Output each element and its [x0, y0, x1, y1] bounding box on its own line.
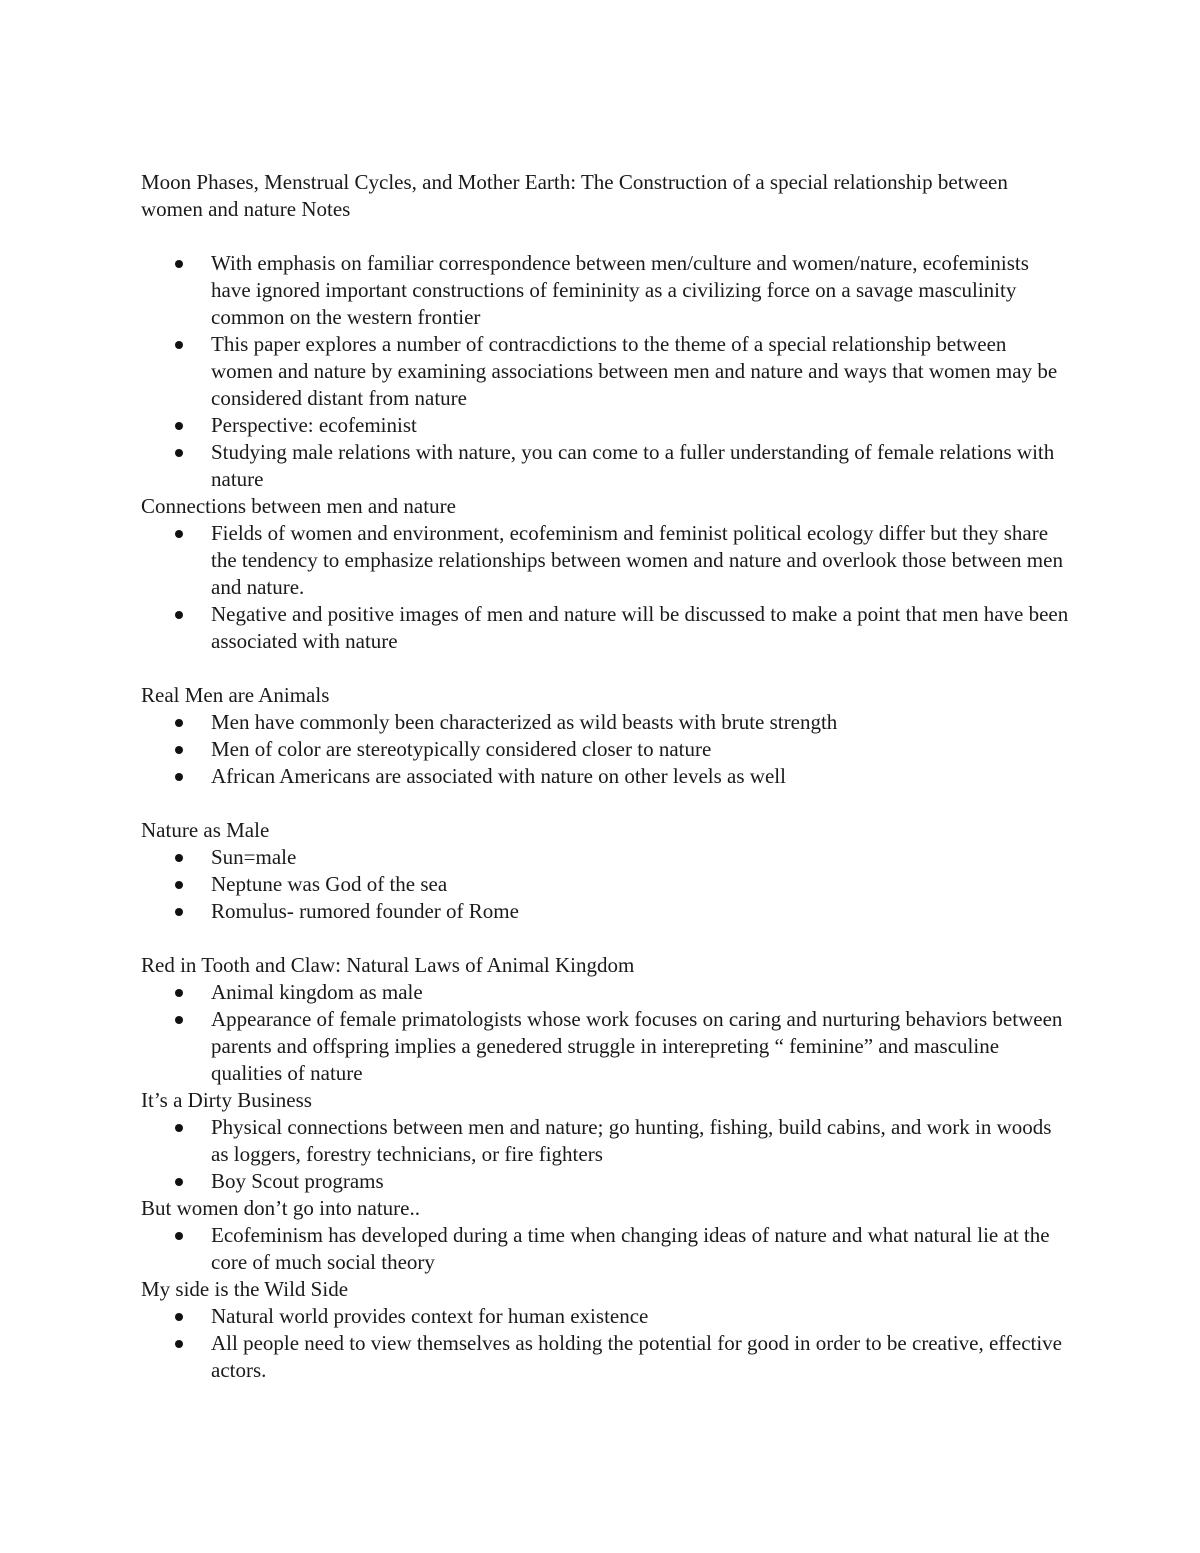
section-heading: Nature as Male	[141, 818, 270, 842]
bullet-list-intro	[141, 250, 1071, 493]
bullet-icon	[175, 260, 183, 268]
bullet-icon	[175, 422, 183, 430]
list-item: With emphasis on familiar correspondence between men/culture and women/nature, ecofeminists have ignored important constructions of femininity as a civilizing force on a savage masculinity common on the western frontier	[141, 250, 1071, 331]
section-heading: But women don’t go into nature..	[141, 1196, 420, 1220]
list-item: Romulus- rumored founder of Rome	[141, 898, 1071, 925]
bullet-icon	[175, 1232, 183, 1240]
bullet-list	[141, 844, 1071, 925]
list-item: All people need to view themselves as holding the potential for good in order to be creative, effective actors.	[141, 1330, 1071, 1384]
list-item: Negative and positive images of men and nature will be discussed to make a point that men have been associated with nature	[141, 601, 1071, 655]
bullet-list	[141, 1114, 1071, 1195]
bullet-icon	[175, 881, 183, 889]
section-heading: Real Men are Animals	[141, 683, 330, 707]
section-heading: Red in Tooth and Claw: Natural Laws of Animal Kingdom	[141, 953, 635, 977]
list-item: African Americans are associated with nature on other levels as well	[141, 763, 1071, 790]
bullet-icon	[175, 719, 183, 727]
list-item: Ecofeminism has developed during a time when changing ideas of nature and what natural lie at the core of much social theory	[141, 1222, 1071, 1276]
bullet-icon	[175, 1313, 183, 1321]
list-item: Boy Scout programs	[141, 1168, 1071, 1195]
bullet-icon	[175, 611, 183, 619]
list-item: Fields of women and environment, ecofeminism and feminist political ecology differ but they share the tendency to emphasize relationships between women and nature and overlook those between men and nature.	[141, 520, 1071, 601]
list-item: Perspective: ecofeminist	[141, 412, 1071, 439]
bullet-icon	[175, 1340, 183, 1348]
bullet-icon	[175, 746, 183, 754]
spacer	[141, 655, 1071, 682]
bullet-list	[141, 979, 1071, 1087]
bullet-icon	[175, 773, 183, 781]
list-item: Appearance of female primatologists whose work focuses on caring and nurturing behaviors between parents and offspring implies a genedered struggle in interepreting “ feminine” and masculine qualities of nature	[141, 1006, 1071, 1087]
section-heading: My side is the Wild Side	[141, 1277, 349, 1301]
list-item: This paper explores a number of contracdictions to the theme of a special relationship between women and nature by examining associations between men and nature and ways that women may be considered distant from nature	[141, 331, 1071, 412]
bullet-list	[141, 1222, 1071, 1276]
list-item: Natural world provides context for human existence	[141, 1303, 1071, 1330]
spacer	[141, 223, 1071, 250]
bullet-list	[141, 1303, 1071, 1384]
list-item: Men of color are stereotypically considered closer to nature	[141, 736, 1071, 763]
bullet-icon	[175, 908, 183, 916]
document-title: Moon Phases, Menstrual Cycles, and Mother Earth: The Construction of a special relationship between women and nature Notes	[141, 170, 1008, 221]
list-item: Men have commonly been characterized as wild beasts with brute strength	[141, 709, 1071, 736]
document-body	[141, 169, 1071, 1384]
bullet-list	[141, 709, 1071, 790]
spacer	[141, 925, 1071, 952]
bullet-icon	[175, 989, 183, 997]
bullet-icon	[175, 854, 183, 862]
bullet-list	[141, 520, 1071, 655]
list-item: Animal kingdom as male	[141, 979, 1071, 1006]
list-item: Physical connections between men and nature; go hunting, fishing, build cabins, and work in woods as loggers, forestry technicians, or fire fighters	[141, 1114, 1071, 1168]
section-heading: Connections between men and nature	[141, 494, 456, 518]
bullet-icon	[175, 530, 183, 538]
spacer	[141, 790, 1071, 817]
list-item: Neptune was God of the sea	[141, 871, 1071, 898]
bullet-icon	[175, 1124, 183, 1132]
section-heading: It’s a Dirty Business	[141, 1088, 312, 1112]
bullet-icon	[175, 449, 183, 457]
bullet-icon	[175, 1016, 183, 1024]
bullet-icon	[175, 1178, 183, 1186]
list-item: Studying male relations with nature, you can come to a fuller understanding of female relations with nature	[141, 439, 1071, 493]
bullet-icon	[175, 341, 183, 349]
list-item: Sun=male	[141, 844, 1071, 871]
